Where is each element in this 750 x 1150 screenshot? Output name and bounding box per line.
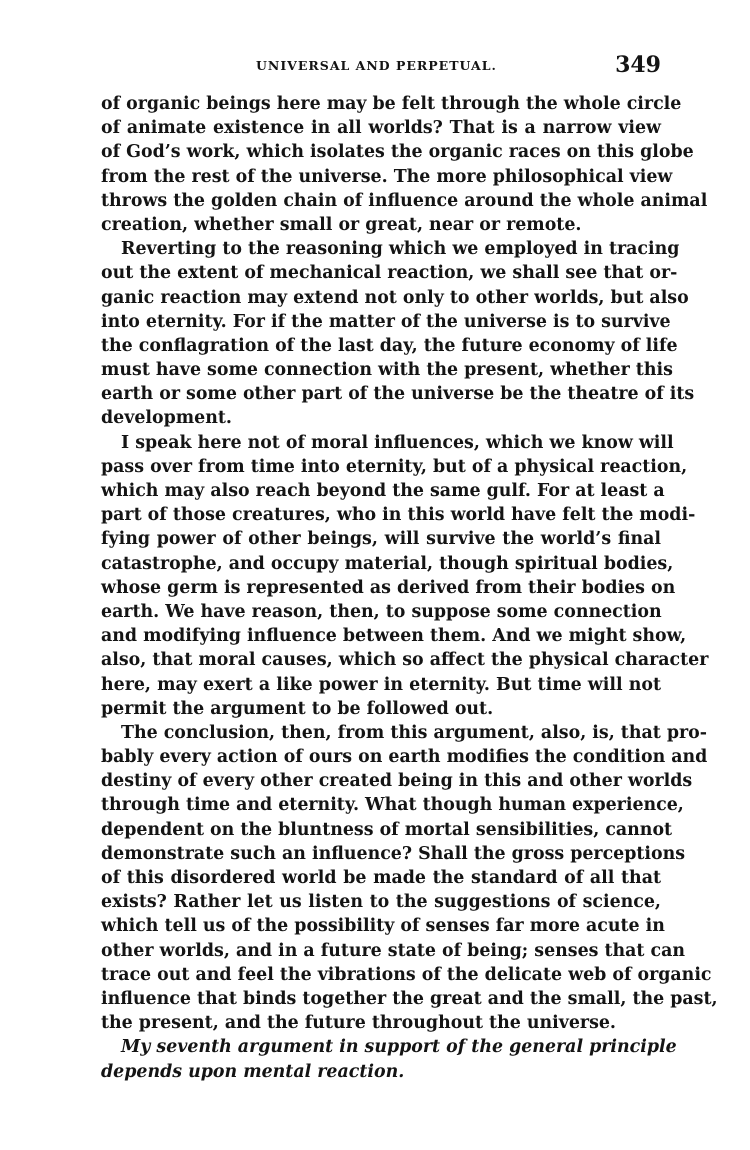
text-line: permit the argument to be followed out. — [101, 698, 494, 719]
text-line: pass over from time into eternity, but of a physical reaction, — [101, 456, 688, 477]
text-line: and modifying influence between them. And we might show, — [101, 626, 687, 647]
text-line: the present, and the future throughout the universe. — [101, 1013, 616, 1034]
text-line: My seventh argument in support of the general principle — [121, 1037, 677, 1058]
text-line: whose germ is represented as derived from their bodies on — [101, 577, 676, 598]
text-line: the conflagration of the last day, the future economy of life — [101, 335, 678, 356]
text-line: destiny of every other created being in this and other worlds — [101, 771, 693, 792]
text-line: The conclusion, then, from this argument, also, is, that pro- — [121, 722, 707, 743]
running-head: UNIVERSAL AND PERPETUAL. — [256, 58, 497, 73]
text-line: depends upon mental reaction. — [101, 1061, 405, 1082]
page-header — [101, 52, 661, 82]
text-line: bably every action of ours on earth modifies the condition and — [101, 747, 708, 768]
text-line: demonstrate such an influence? Shall the gross perceptions — [101, 843, 686, 864]
text-line: earth. We have reason, then, to suppose some connection — [101, 601, 662, 622]
text-line: of organic beings here may be felt through the whole circle — [101, 94, 682, 114]
text-line: dependent on the bluntness of mortal sensibilities, cannot — [101, 819, 673, 840]
text-line: through time and eternity. What though human experience, — [101, 795, 684, 816]
text-line: into eternity. For if the matter of the universe is to survive — [101, 311, 671, 332]
text-line: earth or some other part of the universe be the theatre of its — [101, 384, 695, 405]
text-line: ganic reaction may extend not only to other worlds, but also — [101, 287, 689, 308]
text-line: of this disordered world be made the standard of all that — [101, 868, 661, 888]
text-line: I speak here not of moral influences, which we know will — [121, 432, 674, 453]
text-line: which tell us of the possibility of senses far more acute in — [101, 916, 665, 937]
text-line: Reverting to the reasoning which we employed in tracing — [121, 239, 680, 260]
text-line: which may also reach beyond the same gulf. For at least a — [101, 481, 665, 501]
text-line: other worlds, and in a future state of being; senses that can — [101, 940, 686, 961]
text-line: must have some connection with the present, whether this — [101, 360, 673, 381]
text-line: part of those creatures, who in this world have felt the modi- — [101, 505, 696, 526]
text-line: from the rest of the universe. The more philosophical view — [101, 166, 673, 187]
text-line: trace out and feel the vibrations of the delicate web of organic — [101, 964, 712, 985]
body-text — [101, 92, 718, 1084]
text-line: development. — [101, 408, 232, 429]
text-line: catastrophe, and occupy material, though spiritual bodies, — [101, 553, 674, 574]
text-line: out the extent of mechanical reaction, we shall see that or- — [101, 263, 678, 284]
text-line: fying power of other beings, will survive the world’s final — [101, 529, 661, 550]
text-line: exists? Rather let us listen to the suggestions of science, — [101, 892, 661, 913]
text-line: also, that moral causes, which so affect the physical character — [101, 650, 709, 671]
page-number: 349 — [615, 52, 661, 78]
text-line: influence that binds together the great and the small, the past, — [101, 988, 718, 1009]
text-line: of animate existence in all worlds? That is a narrow view — [101, 118, 661, 139]
text-line: here, may exert a like power in eternity. But time will not — [101, 674, 661, 695]
text-line: throws the golden chain of influence around the whole animal — [101, 190, 708, 211]
text-line: creation, whether small or great, near or remote. — [101, 214, 582, 235]
text-line: of God’s work, which isolates the organic races on this globe — [101, 142, 694, 163]
